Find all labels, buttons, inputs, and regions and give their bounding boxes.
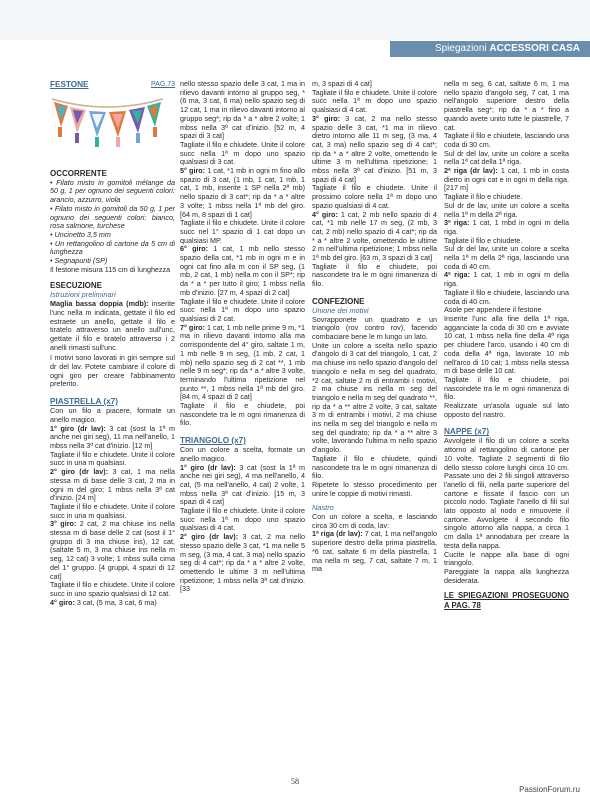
esecuzione-title: ESECUZIONE xyxy=(50,281,103,291)
paragraph: Realizzate un'asola uguale sul lato opposto del nastro. xyxy=(444,401,569,419)
paragraph: nello stesso spazio delle 3 cat, 1 ma in rilievo davanti intorno al gruppo seg, *(6 ma, 3 cat, 6 ma) nello spazio seg di 12 cat, 1 ma in rilievo davanti intorno al gruppo seg*; rip da * a * altre 2 volte; 1 mbss nella 3ª cat d'inizio. [52 m, 4 spazi di 3 cat] xyxy=(180,80,305,141)
occorrente-item: • Un rettangolino di cartone da 5 cm di lunghezza xyxy=(50,238,175,257)
round-instruction xyxy=(180,245,305,297)
header-section: ACCESSORI CASA xyxy=(489,43,580,54)
paragraph: Cucite le nappe alla base di ogni triangolo. xyxy=(444,549,569,568)
row-label: 2ª riga (dr lav): xyxy=(444,166,498,176)
paragraph: Tagliate il filo e chiudete, poi nascondete tra le m ogni rimanenza di filo. xyxy=(180,401,305,428)
paragraph: Ripetete lo stesso procedimento per unire le coppie di motivi rimasti. xyxy=(312,479,437,498)
round-label: 1° giro (dr lav): xyxy=(180,462,236,472)
round-text: 2 cat, 2 ma chiuse ins nella stessa m di base delle 2 cat (sost il 1° gruppo di 3 ma chiuse ins), 12 cat, (saltate 5 m, 3 ma chiuse ins nella m seg, 12 cat) 3 volte; 1 mbss sulla cima del 1° gruppo. [4 gruppi, 4 spazi di 12 cat] xyxy=(50,519,175,581)
paragraph: Unite un colore a scelta nello spazio d'angolo di 3 cat del triangolo, 1 cat, 2 ma chiuse ins nello spazio d'angolo del triangolo e nella m seg del quadrato, *2 cat, saltate 2 m di entrambi i motivi, 2 ma chiuse ins nella m seg del triangolo e nella m seg del quadrato **, rip da * a ** altre 2 volte, 3 cat, saltate 3 m di entrambi i motivi, 2 ma chiuse ins nella m seg del triangolo e nella m seg del quadrato; rip da * a ** altre 3 volte, lavorando l'ultima m nello spazio d'angolo. xyxy=(312,340,437,455)
paragraph: Tagliate il filo e chiudete, poi nascondete tra le m ogni rimanenza di filo. xyxy=(444,374,569,402)
stitch-desc: inserite l'unc nella m indicata, gettate il filo ed estraete un anello, gettate il filo e tiratelo attraverso un anello sull'unc, gettate il filo e tiratelo attraverso i 2 anelli rimasti sull'unc. xyxy=(50,299,175,352)
paragraph: Tagliate il filo e chiudete, quindi nascondete tra le m ogni rimanenza di filo. xyxy=(312,453,437,481)
continued-link[interactable]: LE SPIEGAZIONI PROSEGUONO A PAG. 78 xyxy=(444,591,569,610)
round-label: 4° giro: xyxy=(312,209,338,219)
occorrente-item: • Filato misto in gomitoli mélange da 50 g, 1 per ognuno dei seguenti colori: arancio, azzurro, viola xyxy=(50,177,175,205)
paragraph: Sovrapponete un quadrato e un triangolo (rov contro rov), facendo combaciare bene le m lungo un lato. xyxy=(312,314,437,341)
row-instruction xyxy=(444,219,569,236)
row-text: 7 cat, 1 ma nell'angolo superiore destro della prima piastrella, *6 cat, saltate 6 m della piastrella, 1 ma nella m seg, 7 cat, saltate 7 m, 1 ma xyxy=(312,529,437,574)
occorrente-item: • Filato misto in gomitoli da 50 g, 1 per ognuno dei seguenti colori: bianco, rosa salmone, turchese xyxy=(50,203,175,231)
round-instruction xyxy=(312,115,437,185)
section-header xyxy=(390,41,590,57)
page-number: 58 xyxy=(291,777,299,786)
paragraph xyxy=(50,300,175,352)
paragraph: Con un colore a scelta, e lasciando circa 30 cm di coda, lav: xyxy=(312,512,437,530)
paragraph: Tagliate il filo e chiudete. Unite il colore succ in una m qualsiasi. xyxy=(50,501,175,520)
round-text: 1 cat, *1 mb in ogni m fino allo spazio di 3 cat, (1 mb, 1 cat, 1 mb, 1 cat, 1 mb, inserite 1 SP nella 2ª mb) nello spazio di 3 cat*; rip da * a * altre 3 volte; 1 mbss nella 1ª mb del giro. [64 m, 8 spazi di 1 cat] xyxy=(180,166,305,219)
paragraph: Tagliate il filo e chiudete. Unite il colore succ nel 1° spazio di 1 cat dopo un qualsiasi MP. xyxy=(180,218,305,245)
round-label: 1° giro (dr lav): xyxy=(50,423,106,433)
paragraph: Sul dr de lav, unite un colore a scelta nella 1ª m della 2ª riga. xyxy=(444,200,569,219)
watermark: PassionForum.ru xyxy=(519,785,580,794)
nastro-subtitle: Nastro xyxy=(312,503,334,513)
triangolo-title: TRIANGOLO (x7) xyxy=(180,436,246,446)
round-instruction xyxy=(50,468,175,503)
round-text: 1 cat, 2 mb nello spazio di 4 cat, *1 mb nelle 17 m seg, (2 mb, 3 cat, 2 mb) nello spazio di 4 cat*; rip da * a * altre 2 volte, omettendo le ultime 2 m nell'ultima ripetizione; 1 mbss nella 1ª mb del giro. [63 m, 3 spazi di 3 cat] xyxy=(312,209,437,263)
confezione-title: CONFEZIONE xyxy=(312,296,365,306)
festone-photo xyxy=(50,93,165,165)
round-text: 3 cat, 1 ma nella stessa m di base delle 3 cat, 2 ma in ogni m del giro; 1 mbss nella 3ª cat d'inizio. [24 m] xyxy=(50,467,175,503)
paragraph: Con un colore a scelta, formate un anello magico. xyxy=(180,445,305,463)
header-prefix: Spiegazioni xyxy=(434,43,490,54)
paragraph: Tagliate il filo e chiudete. xyxy=(444,192,523,202)
paragraph: Tagliate il filo e chiudete. Unite il colore succ nella 1ª m dopo uno spazio qualsiasi di 3 cat. xyxy=(180,139,305,167)
round-instruction xyxy=(180,324,305,402)
paragraph: Tagliate il filo e chiudete. Unite il prossimo colore nella 1ª m dopo uno spazio qualsiasi di 4 cat. xyxy=(312,183,437,210)
page-reference-label: PAG.73 xyxy=(151,81,175,88)
paragraph: Con un filo a piacere, formate un anello magico. xyxy=(50,406,175,424)
column-3 xyxy=(312,80,437,740)
paragraph: I motivi sono lavorati in giri sempre sul dr del lav. Potete cambiare il colore di ogni giro per creare l'abbinamento preferito. xyxy=(50,353,175,389)
round-text: 3 cat (sost la 1ª m anche nei giri seg), 11 ma nell'anello, 1 mbss nella 3ª cat d'inizio. [12 m] xyxy=(50,423,175,450)
round-label: 7° giro: xyxy=(180,322,205,332)
row-text: 1 cat, 1 mbd in ogni m della riga. xyxy=(444,218,569,236)
round-label: 4° giro: xyxy=(50,597,75,607)
round-text: 3 cat, 2 ma nello stesso spazio delle 3 cat, *1 ma in rilievo dietro intorno alle 11 m seg, (3 ma, 4 cat, 3 ma) nello spazio seg di 4 cat*; rip da * a * altre 2 volte, omettendo le ultime 3 m nell'ultima ripetizione; 1 mbss nella 3ª cat d'inizio. [51 m, 3 spazi di 4 cat] xyxy=(312,113,437,184)
row-label: 1ª riga (dr lav): xyxy=(312,529,363,539)
paragraph: Tagliate il filo e chiudete. Unite il colore succ in uno spazio qualsiasi di 12 cat. xyxy=(50,580,175,598)
festone-title: FESTONE xyxy=(50,80,89,89)
round-text: 3 cat (sost la 1ª m anche nei giri seg), 4 ma nell'anello, 4 cat, (5 ma nell'anello, 4 cat) 2 volte, 1 mbss nella 3ª cat d'inizio. [15 m, 3 spazi di 4 cat] xyxy=(180,462,305,507)
size-note: Il festone misura 115 cm di lunghezza xyxy=(50,264,171,274)
round-instruction xyxy=(180,533,305,594)
paragraph: Tagliate il filo e chiudete. Unite il colore succ nella 1ª m dopo uno spazio qualsiasi di 4 cat. xyxy=(312,87,437,115)
round-instruction xyxy=(50,599,175,608)
paragraph: Inserite l'unc alla fine della 1ª riga, agganciate la coda di 30 cm e avviate 10 cat, 1 mbss nella fine della 4ª riga per chiudere l'arco, usando i 40 cm di coda della 4ª riga, lavorate 10 mb nell'arco di 10 cat; 1 mbss nella stessa m di base delle 10 cat. xyxy=(444,313,569,376)
round-text: 1 cat, 1 mb nello stesso spazio della cat, *1 mb in ogni m e in ogni cat fino alla m con il SP seg, (1 mb, 2 cat, 1 mb) nella m con il SP*; rip da * a * per tutto il giro; 1 mbss nella mb d'inizio. [27 m, 4 spazi di 2 cat] xyxy=(180,244,305,297)
round-label: 2° giro (dr lav): xyxy=(50,467,109,477)
paragraph: Tagliate il filo e chiudete. xyxy=(444,235,523,245)
occorrente-item: • Segnapunti (SP) xyxy=(50,256,108,266)
row-instruction xyxy=(444,271,569,288)
round-text: 1 cat, 1 mb nelle prime 9 m, *1 ma in rilievo davanti intorno alla ma corrispondente del 4° giro, saltate 1 m, 1 mb nelle 9 m seg, (1 mb, 2 cat, 1 mb) nello spazio seg di 2 cat **, 1 mb nelle 9 m seg*; rip da * a * altre 3 volte, terminando l'ultima ripetizione nel punto **, 1 mbss nella 1ª mb del giro. [84 m, 4 spazi di 2 cat] xyxy=(180,322,305,402)
round-text: 3 cat, (5 ma, 3 cat, 6 ma) xyxy=(74,597,157,607)
paragraph: Sul dr del lav, unite un colore a scelta nella 1ª m della 2ª riga, lasciando una coda di 40 cm. xyxy=(444,244,569,271)
top-margin xyxy=(0,0,590,40)
round-instruction xyxy=(50,520,175,581)
paragraph: Pareggiate la nappa alla lunghezza desiderata. xyxy=(444,566,569,585)
paragraph: Tagliate il filo e chiudete. Unite il colore succ nella 1ª m dopo uno spazio qualsiasi di 4 cat. xyxy=(180,506,305,533)
unione-subtitle: Unione dei motivi xyxy=(312,305,369,315)
paragraph: Tagliate il filo e chiudete. Unite il colore succ nella 1ª m dopo uno spazio qualsiasi di 2 cat. xyxy=(180,296,305,323)
column-4 xyxy=(444,80,569,740)
piastrella-title: PIASTRELLA (x7) xyxy=(50,397,118,407)
paragraph: Avvolgete il filo di un colore a scelta attorno al rettangolino di cartone per 10 volte. Tagliate 2 segmenti di filo dello stesso colore lunghi circa 10 cm. Passate uno dei 2 fili singoli attraverso l'anello di fili, nella parte superiore del cartone e fissate il fascio con un piccolo nodo. Tagliate l'anello di fili sul lato opposto al nodo e rimuovete il cartone. Avvolgete il secondo filo singolo attorno alla nappa, a circa 1 cm dalla 1ª annodatura per creare la testa della nappa. xyxy=(444,436,569,550)
row-instruction xyxy=(312,530,437,574)
column-1 xyxy=(50,80,175,740)
paragraph: Sul dr del lav, unite un colore a scelta nella 1ª cat della 1ª riga. xyxy=(444,148,569,167)
row-text: 1 cat, 1 mb in costa dietro in ogni cat e in ogni m della riga. [217 m] xyxy=(444,166,569,193)
row-text: 1 cat, 1 mb in ogni m della riga. xyxy=(444,270,569,289)
round-instruction xyxy=(180,167,305,219)
stitch-term: Maglia bassa doppia (mdb): xyxy=(50,299,149,309)
column-2 xyxy=(180,80,305,740)
paragraph: Tagliate il filo e chiudete. Unite il colore succ in una m qualsiasi. xyxy=(50,449,175,468)
round-label: 2° giro (dr lav): xyxy=(180,532,239,542)
paragraph: Tagliate il filo e chiudete, poi nascondete tra le m ogni rimanenza di filo. xyxy=(312,261,437,289)
round-instruction xyxy=(50,425,175,451)
occorrente-title: OCCORRENTE xyxy=(50,168,107,178)
row-label: 3ª riga: xyxy=(444,218,470,228)
nappe-title: NAPPE (x7) xyxy=(444,427,490,437)
round-instruction xyxy=(180,464,305,508)
round-label: 3° giro: xyxy=(312,113,341,123)
round-label: 5° giro: xyxy=(180,166,206,176)
istruzioni-subtitle: Istruzioni preliminari xyxy=(50,290,116,300)
round-label: 3° giro: xyxy=(50,519,77,529)
round-instruction xyxy=(312,211,437,263)
paragraph: Tagliate il filo e chiudete, lasciando una coda di 40 cm. xyxy=(444,287,569,306)
row-instruction xyxy=(444,167,569,193)
round-text: 3 cat, 2 ma nello stesso spazio delle 3 cat, *1 ma nelle 5 m seg, (3 ma, 4 cat, 3 ma) nello spazio seg di 4 cat*; rip da * a * altre 2 volte, omettendo le ultime 3 m nell'ultima ripetizione; 1 mbss nella 3ª cat d'inizio. [33 xyxy=(180,532,305,594)
paragraph: Asole per appendere il festone xyxy=(444,305,542,315)
round-label: 6° giro: xyxy=(180,244,209,254)
paragraph: Tagliate il filo e chiudete, lasciando una coda di 30 cm. xyxy=(444,131,569,149)
paragraph: m, 3 spazi di 4 cat] xyxy=(312,80,372,88)
occorrente-item: • Uncinetto 3,5 mm xyxy=(50,229,111,239)
paragraph: nella m seg, 6 cat, saltate 6 m, 1 ma nello spazio d'angolo seg, 7 cat, 1 ma nell'angolo superiore destro della piastrella seg*; rip da * a * fino a quando avete unito tutte le piastrelle, 7 cat. xyxy=(444,80,569,132)
row-label: 4ª riga: xyxy=(444,270,470,280)
